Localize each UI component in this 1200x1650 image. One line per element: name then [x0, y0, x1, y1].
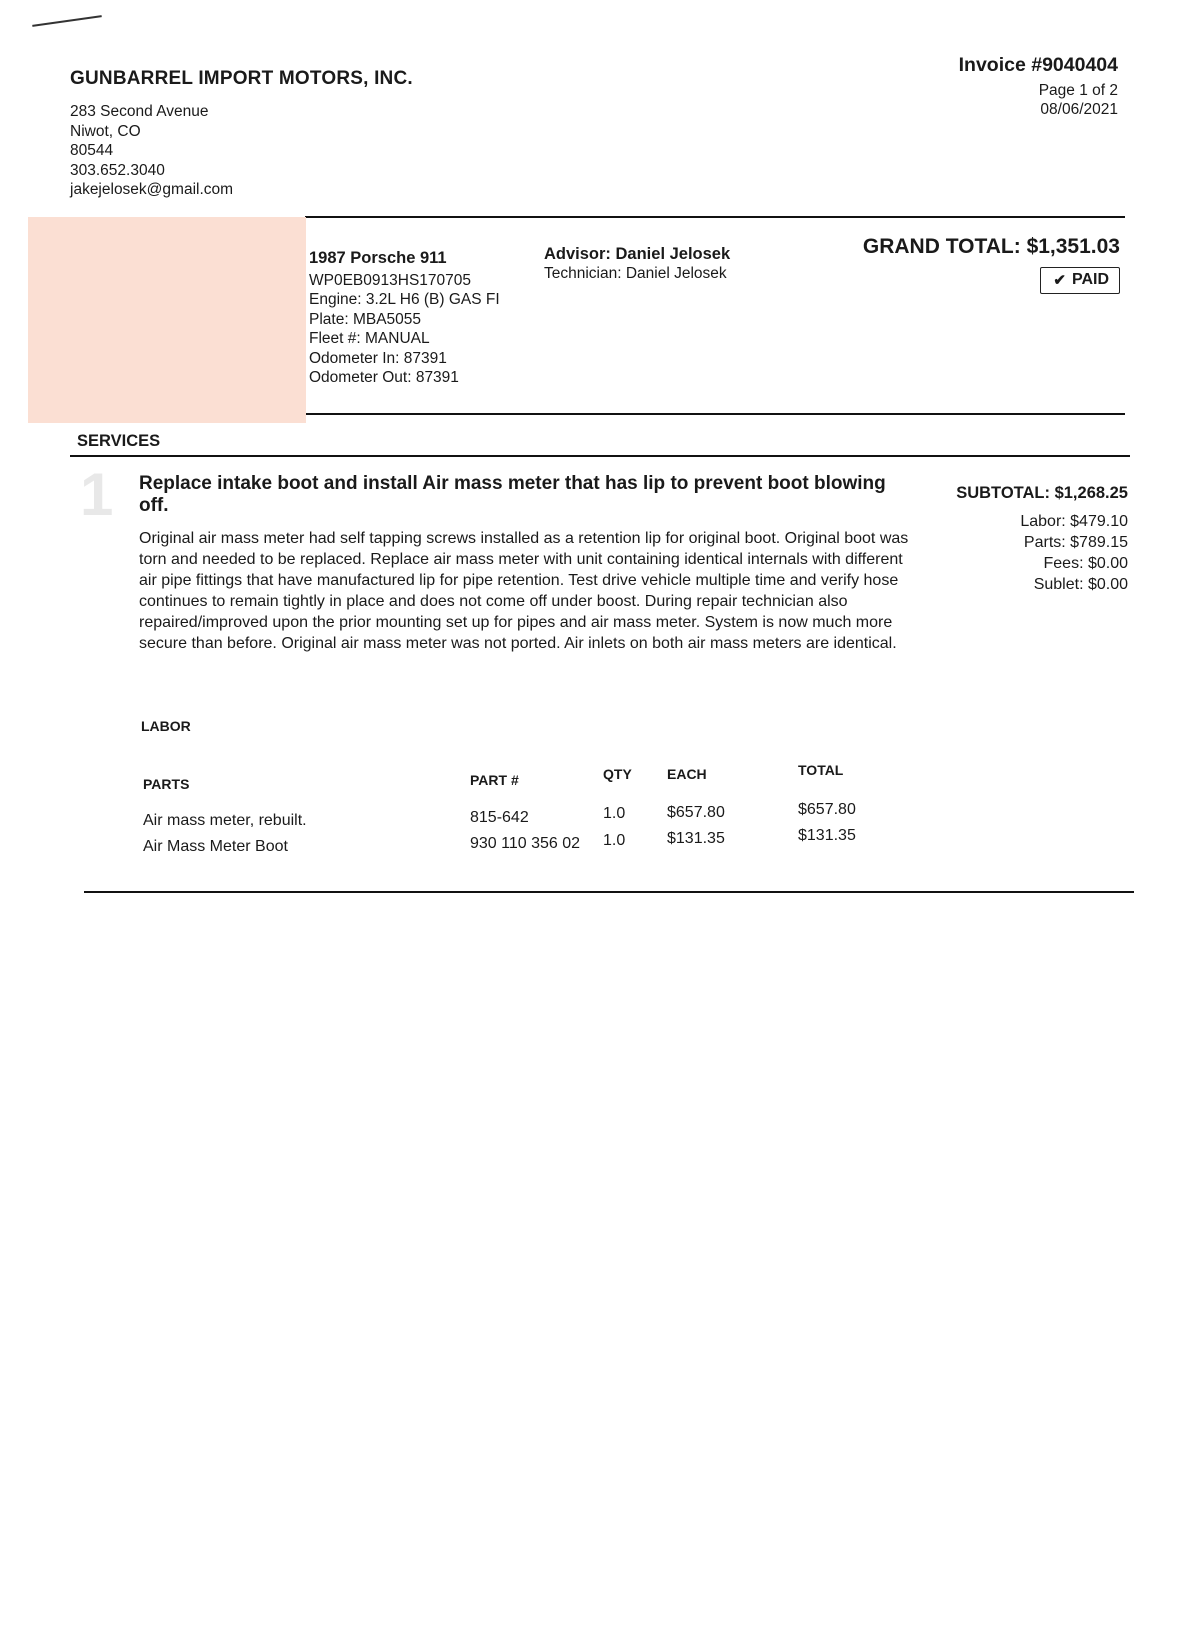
- page-indicator: Page 1 of 2: [1038, 82, 1118, 99]
- divider-bottom: [84, 891, 1134, 893]
- vehicle-odometer-out: Odometer Out: 87391: [309, 369, 459, 386]
- grand-total-block: [863, 235, 1120, 294]
- vehicle-vin: WP0EB0913HS170705: [309, 271, 472, 289]
- header-parts: PARTS: [143, 776, 190, 792]
- vehicle-fleet: Fleet #: MANUAL: [309, 330, 430, 347]
- part-number: 815-642: [470, 809, 529, 826]
- staff-info: [544, 244, 730, 284]
- invoice-number: Invoice #9040404: [958, 54, 1118, 76]
- vehicle-engine: Engine: 3.2L H6 (B) GAS FI: [309, 291, 500, 308]
- divider-services: [70, 455, 1130, 457]
- company-email: jakejelosek@gmail.com: [70, 181, 234, 198]
- company-phone: 303.652.3040: [70, 161, 165, 179]
- part-qty: 1.0: [603, 805, 626, 822]
- labor-amount: Labor: $479.10: [1020, 513, 1128, 530]
- header-each: EACH: [667, 766, 707, 782]
- service-item-number: 1: [80, 461, 114, 528]
- redacted-customer-block: [28, 217, 306, 423]
- divider-top: [305, 216, 1125, 218]
- labor-heading: LABOR: [141, 718, 191, 734]
- divider-vehicle-bottom: [305, 413, 1125, 415]
- check-icon: ✔: [1053, 272, 1066, 289]
- advisor-name: Advisor: Daniel Jelosek: [544, 245, 731, 263]
- invoice-date: 08/06/2021: [1040, 101, 1118, 118]
- services-heading: SERVICES: [77, 432, 161, 450]
- vehicle-plate: Plate: MBA5055: [309, 310, 422, 328]
- vehicle-info: [309, 249, 500, 388]
- part-each: $131.35: [667, 830, 725, 847]
- part-total: $131.35: [798, 827, 856, 844]
- service-subtotal-block: [956, 484, 1128, 595]
- vehicle-title: 1987 Porsche 911: [309, 249, 447, 267]
- part-number: 930 110 356 02: [470, 835, 581, 852]
- company-street: 283 Second Avenue: [70, 103, 209, 120]
- header-qty: QTY: [603, 766, 632, 782]
- header-part-number: PART #: [470, 772, 519, 788]
- part-total: $657.80: [798, 801, 856, 818]
- paid-badge: [1040, 267, 1120, 294]
- technician-name: Technician: Daniel Jelosek: [544, 265, 727, 282]
- service-subtotal: SUBTOTAL: $1,268.25: [956, 484, 1128, 502]
- company-name: GUNBARREL IMPORT MOTORS, INC.: [70, 68, 413, 89]
- part-each: $657.80: [667, 804, 725, 821]
- company-zip: 80544: [70, 142, 114, 159]
- grand-total: GRAND TOTAL: $1,351.03: [862, 235, 1120, 258]
- part-name: Air mass meter, rebuilt.: [143, 812, 307, 829]
- header-total: TOTAL: [798, 762, 844, 778]
- paid-label: PAID: [1071, 271, 1109, 288]
- fees-amount: Fees: $0.00: [1043, 555, 1128, 572]
- company-address: [70, 102, 233, 200]
- sublet-amount: Sublet: $0.00: [1033, 576, 1128, 593]
- company-city-state: Niwot, CO: [70, 122, 141, 140]
- part-name: Air Mass Meter Boot: [143, 838, 288, 855]
- service-title: Replace intake boot and install Air mass meter that has lip to prevent boot blowing off.: [139, 473, 886, 516]
- scan-mark: [32, 15, 102, 27]
- part-qty: 1.0: [603, 832, 626, 849]
- invoice-header: [959, 54, 1118, 119]
- parts-amount: Parts: $789.15: [1023, 534, 1128, 551]
- vehicle-odometer-in: Odometer In: 87391: [309, 349, 447, 367]
- service-description: Original air mass meter had self tapping screws installed as a retention lip for original boot. Original boot was torn and needed to be replaced. Replace air mass meter with unit containing identical internals with different air pipe fittings that have manufactured lip for pipe retention. Test drive vehicle multiple time and verify hose continues to remain tightly in place and does not come off under boost. During repair technician also repaired/improved upon the prior mounting set up for pipes and air mass meter. System is now much more secure than before. Original air mass meter was not ported. Air inlets on both air mass meters are identical.: [139, 530, 909, 652]
